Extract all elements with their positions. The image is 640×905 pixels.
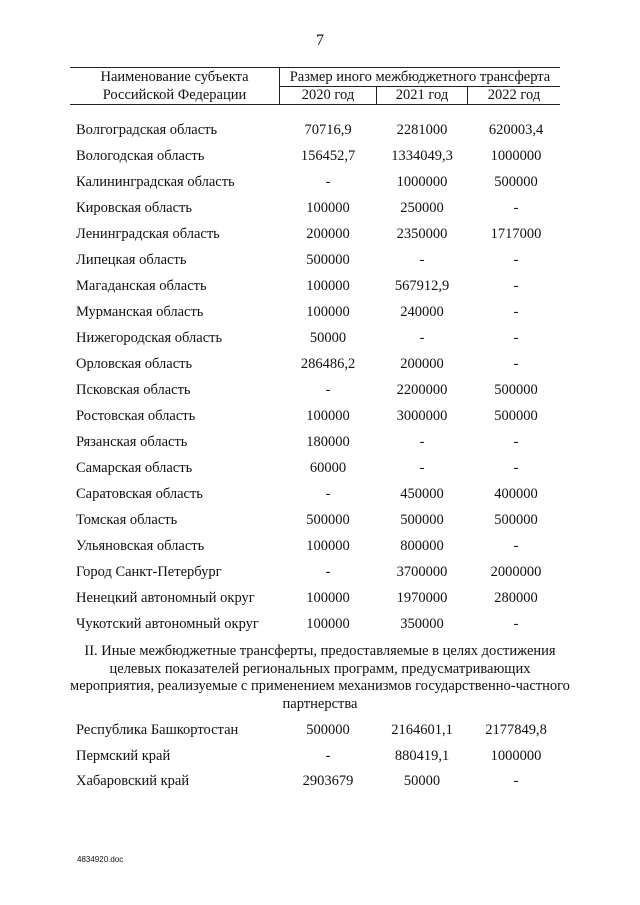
value-2020: 286486,2 bbox=[300, 356, 356, 372]
value-2021: 567912,9 bbox=[394, 278, 450, 294]
region-name: Мурманская область bbox=[76, 304, 204, 320]
value-2020: 100000 bbox=[306, 304, 350, 320]
region-name: Томская область bbox=[76, 512, 178, 528]
region-name: Чукотский автономный округ bbox=[76, 616, 259, 632]
table-row bbox=[0, 278, 640, 298]
value-2022: - bbox=[513, 356, 519, 372]
table-row bbox=[0, 252, 640, 272]
value-2022: 400000 bbox=[494, 486, 538, 502]
table-row bbox=[0, 722, 640, 742]
table-row bbox=[0, 773, 640, 793]
value-2020: - bbox=[325, 564, 331, 580]
region-name: Липецкая область bbox=[76, 252, 187, 268]
value-2022: - bbox=[513, 773, 519, 789]
table-row bbox=[0, 382, 640, 402]
region-name: Ростовская область bbox=[76, 408, 196, 424]
table-row bbox=[0, 512, 640, 532]
region-name: Ненецкий автономный округ bbox=[76, 590, 255, 606]
value-2020: 156452,7 bbox=[300, 148, 356, 164]
value-2022: - bbox=[513, 200, 519, 216]
table-row bbox=[0, 616, 640, 636]
value-2020: 500000 bbox=[306, 722, 350, 738]
value-2020: - bbox=[325, 747, 331, 764]
value-2022: - bbox=[513, 278, 519, 294]
value-2022: 1000000 bbox=[490, 747, 542, 764]
value-2022: - bbox=[513, 538, 519, 554]
value-2022: 2000000 bbox=[490, 564, 542, 580]
value-2020: 180000 bbox=[306, 434, 350, 450]
document-id: 4834920.doc bbox=[77, 855, 124, 864]
value-2022: 2177849,8 bbox=[485, 722, 547, 738]
region-name: Орловская область bbox=[76, 356, 193, 372]
region-name: Пермский край bbox=[76, 747, 171, 764]
value-2021: 2164601,1 bbox=[391, 722, 453, 738]
value-2020: 200000 bbox=[306, 226, 350, 242]
region-name: Самарская область bbox=[76, 460, 193, 476]
header-name-column: Наименование субъекта Российской Федерации bbox=[100, 69, 249, 103]
region-name: Республика Башкортостан bbox=[76, 722, 239, 738]
value-2020: 100000 bbox=[306, 278, 350, 294]
value-2022: 1717000 bbox=[490, 226, 542, 242]
region-name: Ленинградская область bbox=[76, 226, 220, 242]
value-2020: - bbox=[325, 486, 331, 502]
value-2021: 1000000 bbox=[396, 174, 448, 190]
value-2020: 100000 bbox=[306, 616, 350, 632]
value-2021: 800000 bbox=[400, 538, 444, 554]
table-row bbox=[0, 148, 640, 168]
value-2021: 2281000 bbox=[396, 122, 448, 138]
value-2022: - bbox=[513, 304, 519, 320]
value-2020: 100000 bbox=[306, 408, 350, 424]
table-row bbox=[0, 434, 640, 454]
region-name: Хабаровский край bbox=[76, 773, 190, 789]
value-2022: - bbox=[513, 434, 519, 450]
table-row bbox=[0, 304, 640, 324]
header-rule-bottom bbox=[70, 104, 560, 105]
value-2022: 500000 bbox=[494, 382, 538, 398]
header-size-column: Размер иного межбюджетного трансферта bbox=[289, 69, 551, 85]
value-2021: - bbox=[419, 330, 425, 346]
region-name: Кировская область bbox=[76, 200, 193, 216]
value-2020: - bbox=[325, 382, 331, 398]
value-2021: 3700000 bbox=[396, 564, 448, 580]
value-2020: 60000 bbox=[309, 460, 347, 476]
header-year-2020: 2020 год bbox=[301, 87, 355, 103]
value-2021: 50000 bbox=[403, 773, 441, 789]
value-2020: 100000 bbox=[306, 200, 350, 216]
value-2022: 280000 bbox=[494, 590, 538, 606]
table-row bbox=[0, 564, 640, 584]
value-2022: 500000 bbox=[494, 174, 538, 190]
table-row bbox=[0, 122, 640, 142]
value-2021: 880419,1 bbox=[394, 747, 450, 764]
value-2021: 350000 bbox=[400, 616, 444, 632]
table-row bbox=[0, 538, 640, 558]
value-2022: - bbox=[513, 616, 519, 632]
value-2021: 2200000 bbox=[396, 382, 448, 398]
header-year-2021: 2021 год bbox=[395, 87, 449, 103]
value-2022: - bbox=[513, 460, 519, 476]
region-name: Саратовская область bbox=[76, 486, 203, 502]
value-2020: 100000 bbox=[306, 538, 350, 554]
region-name: Город Санкт-Петербург bbox=[76, 564, 222, 580]
value-2021: 3000000 bbox=[396, 408, 448, 424]
value-2020: 50000 bbox=[309, 330, 347, 346]
value-2022: 620003,4 bbox=[488, 122, 544, 138]
value-2020: 500000 bbox=[306, 252, 350, 268]
value-2021: 240000 bbox=[400, 304, 444, 320]
value-2020: 500000 bbox=[306, 512, 350, 528]
table-row bbox=[0, 356, 640, 376]
value-2021: - bbox=[419, 434, 425, 450]
value-2022: - bbox=[513, 330, 519, 346]
region-name: Нижегородская область bbox=[76, 330, 223, 346]
value-2022: 500000 bbox=[494, 512, 538, 528]
section-title: II. Иные межбюджетные трансферты, предоставляемые в целях достижения целевых показателей региональных программ, предусматривающих мероприятия, реализуемые с применением механизмов государственно-частного партнерства bbox=[70, 643, 570, 712]
page-number: 7 bbox=[316, 32, 324, 49]
value-2022: - bbox=[513, 252, 519, 268]
header-year-2022: 2022 год bbox=[487, 87, 541, 103]
value-2021: - bbox=[419, 252, 425, 268]
value-2020: 100000 bbox=[306, 590, 350, 606]
table-row bbox=[0, 200, 640, 220]
region-name: Ульяновская область bbox=[76, 538, 205, 554]
value-2020: 70716,9 bbox=[304, 122, 352, 138]
value-2021: 450000 bbox=[400, 486, 444, 502]
value-2021: - bbox=[419, 460, 425, 476]
value-2021: 200000 bbox=[400, 356, 444, 372]
table-row bbox=[0, 408, 640, 428]
value-2021: 500000 bbox=[400, 512, 444, 528]
region-name: Волгоградская область bbox=[76, 122, 218, 138]
value-2020: 2903679 bbox=[302, 773, 354, 789]
table-row bbox=[0, 748, 640, 768]
region-name: Магаданская область bbox=[76, 278, 207, 294]
table-row bbox=[0, 226, 640, 246]
value-2020: - bbox=[325, 174, 331, 190]
region-name: Псковская область bbox=[76, 382, 191, 398]
value-2022: 500000 bbox=[494, 408, 538, 424]
table-row bbox=[0, 460, 640, 480]
value-2021: 1970000 bbox=[396, 590, 448, 606]
value-2022: 1000000 bbox=[490, 148, 542, 164]
region-name: Рязанская область bbox=[76, 434, 188, 450]
table-row bbox=[0, 590, 640, 610]
region-name: Калининградская область bbox=[76, 174, 235, 190]
value-2021: 250000 bbox=[400, 200, 444, 216]
table-row bbox=[0, 330, 640, 350]
value-2021: 1334049,3 bbox=[391, 148, 453, 164]
region-name: Вологодская область bbox=[76, 148, 205, 164]
table-row bbox=[0, 174, 640, 194]
table-row bbox=[0, 486, 640, 506]
value-2021: 2350000 bbox=[396, 226, 448, 242]
